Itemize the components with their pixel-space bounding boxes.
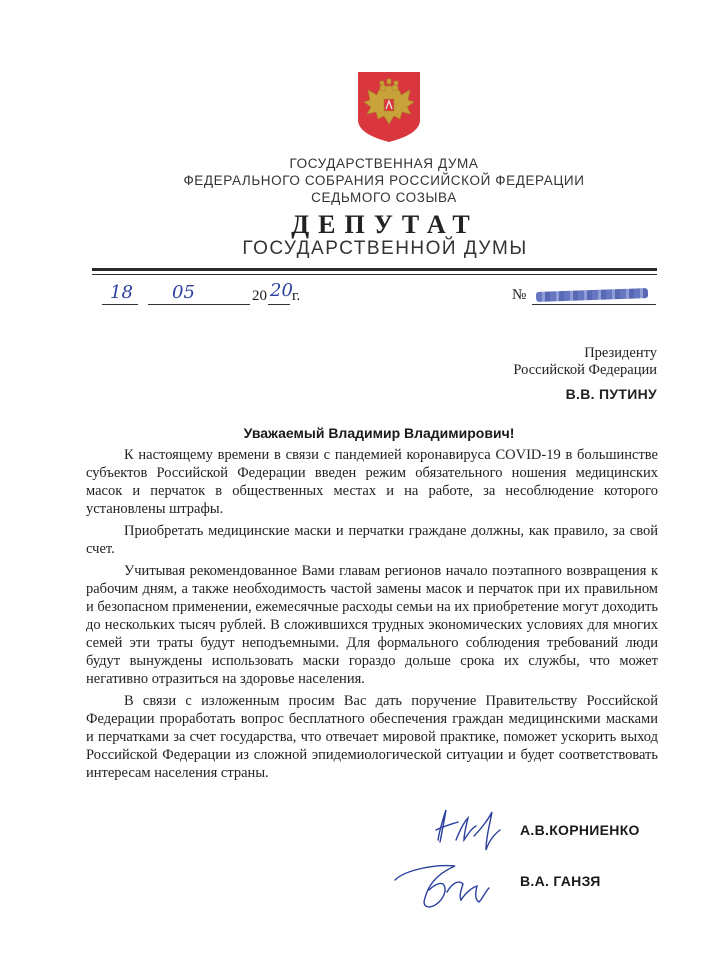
date-day-underline	[102, 304, 138, 305]
signature-ganzya	[385, 850, 505, 920]
date-year-underline	[268, 304, 290, 305]
date-month: 05	[172, 282, 195, 303]
org-line-2: ФЕДЕРАЛЬНОГО СОБРАНИЯ РОССИЙСКОЙ ФЕДЕРАЦИИ	[183, 173, 585, 188]
date-year-prefix: 20	[252, 288, 267, 304]
signatory-2-name: В.А. ГАНЗЯ	[520, 873, 601, 889]
coat-of-arms-icon	[358, 72, 420, 142]
date-day: 18	[110, 282, 133, 303]
date-number-line	[96, 282, 676, 312]
signatory-1-name: А.В.КОРНИЕНКО	[520, 822, 640, 838]
redacted-number	[536, 288, 648, 302]
paragraph-2: Приобретать медицинские маски и перчатки граждане должны, как правило, за свой счет.	[86, 523, 658, 557]
paragraph-1: К настоящему времени в связи с пандемией коронавируса COVID-19 в большинстве субъектов Российской Федерации введен режим обязательного ношения медицинских масок и перчаток в общественных местах и на работе, за несоблюдение которого установлены штрафы.	[86, 447, 658, 517]
number-label: №	[512, 287, 527, 303]
paragraph-3: Учитывая рекомендованное Вами главам регионов начало поэтапного возвращения к рабочим дням, а также необходимость частой замены масок и перчаток при их правильном и безопасном применении, ежемесячные расходы семьи на их приобретение могут доходить до нескольких тысяч рублей. В сложившихся трудных экономических условиях для многих семей эти траты будут неподъемными. Для формального соблюдения требований люди будут вынуждены использовать маски гораздо дольше срока их службы, что может негативно отразиться на здоровье населения.	[86, 563, 658, 687]
org-line-3: СЕДЬМОГО СОЗЫВА	[311, 190, 457, 205]
addressee-line-1: Президенту	[584, 345, 657, 361]
paragraph-4: В связи с изложенным просим Вас дать поручение Правительству Российской Федерации проработать вопрос бесплатного обеспечения граждан медицинскими масками и перчатками за счет государства, что отвечает мировой практике, поможет ускорить выход Российской Федерации из сложной эпидемиологической ситуации и будет соответствовать интересам населения страны.	[86, 693, 658, 781]
number-underline	[532, 304, 656, 305]
date-month-underline	[148, 304, 250, 305]
letterhead-title: ДЕПУТАТ	[291, 210, 479, 239]
date-year-end: г.	[292, 288, 301, 304]
header-divider-thick	[92, 268, 657, 271]
org-line-1: ГОСУДАРСТВЕННАЯ ДУМА	[289, 156, 479, 171]
date-year-suffix: 20	[270, 280, 293, 301]
header-divider-thin	[92, 274, 657, 275]
addressee-line-2: Российской Федерации	[513, 362, 657, 378]
letterhead-subtitle: ГОСУДАРСТВЕННОЙ ДУМЫ	[242, 238, 528, 259]
salutation: Уважаемый Владимир Владимирович!	[243, 425, 515, 441]
addressee-name: В.В. ПУТИНУ	[565, 386, 657, 402]
letter-body	[86, 446, 658, 786]
